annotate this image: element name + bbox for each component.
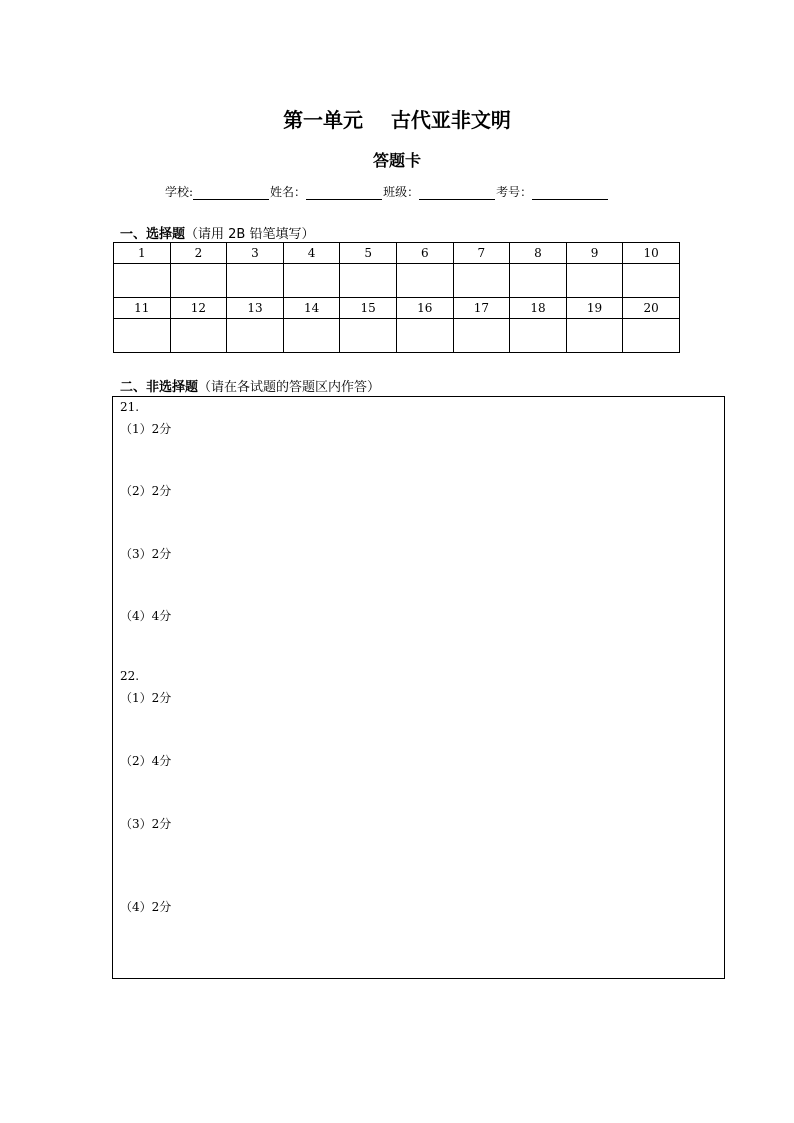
exam-no-field[interactable] [532, 186, 608, 200]
question-number: 20 [623, 298, 680, 319]
question-number: 15 [340, 298, 397, 319]
choice-answer-grid [113, 242, 680, 353]
answer-cell[interactable] [510, 319, 567, 353]
answer-cell[interactable] [227, 264, 284, 298]
question-number: 7 [453, 243, 510, 264]
answer-cell[interactable] [623, 264, 680, 298]
answer-cell[interactable] [566, 264, 623, 298]
exam-no-label: 考号： [496, 185, 533, 199]
question-number: 17 [453, 298, 510, 319]
question-number: 10 [623, 243, 680, 264]
question-number: 8 [510, 243, 567, 264]
q22-part: （1）2分 [120, 691, 172, 705]
answer-cell[interactable] [227, 319, 284, 353]
section2-heading [120, 376, 380, 395]
answer-cell[interactable] [510, 264, 567, 298]
name-label: 姓名： [270, 185, 307, 199]
section1-heading [120, 223, 314, 242]
answer-cell[interactable] [396, 264, 453, 298]
answer-cell[interactable] [170, 264, 227, 298]
answer-cell[interactable] [453, 264, 510, 298]
question-number: 18 [510, 298, 567, 319]
question-number: 3 [227, 243, 284, 264]
answer-sheet-subtitle: 答题卡 [372, 151, 421, 170]
answer-cell[interactable] [453, 319, 510, 353]
answer-cell[interactable] [396, 319, 453, 353]
answer-cell[interactable] [623, 319, 680, 353]
q21-part: （3）2分 [120, 547, 172, 561]
answer-cell[interactable] [170, 319, 227, 353]
question-number-row [114, 243, 680, 264]
question-number: 14 [283, 298, 340, 319]
answer-cell[interactable] [114, 264, 171, 298]
answer-cell[interactable] [283, 264, 340, 298]
answer-row [114, 319, 680, 353]
class-field[interactable] [419, 186, 495, 200]
question-number-row [114, 298, 680, 319]
q21-number: 21. [120, 400, 140, 414]
question-number: 16 [396, 298, 453, 319]
q22-part: （2）4分 [120, 754, 172, 768]
question-number: 9 [566, 243, 623, 264]
answer-cell[interactable] [340, 319, 397, 353]
written-answer-area[interactable] [112, 396, 725, 979]
q21-part: （4）4分 [120, 609, 172, 623]
section1-note: （请用 2B 铅笔填写） [185, 227, 315, 242]
question-number: 12 [170, 298, 227, 319]
q22-part: （4）2分 [120, 900, 172, 914]
question-number: 5 [340, 243, 397, 264]
page-title: 第一单元 古代亚非文明 [283, 108, 511, 132]
q21-part: （1）2分 [120, 422, 172, 436]
question-number: 1 [114, 243, 171, 264]
question-number: 2 [170, 243, 227, 264]
section2-note: （请在各试题的答题区内作答） [198, 380, 381, 395]
q21-part: （2）2分 [120, 484, 172, 498]
section1-title: 一、选择题 [120, 227, 186, 242]
q22-part: （3）2分 [120, 817, 172, 831]
q22-number: 22. [120, 669, 140, 683]
class-label: 班级： [383, 185, 420, 199]
student-info-row [165, 183, 609, 200]
question-number: 13 [227, 298, 284, 319]
question-number: 6 [396, 243, 453, 264]
question-number: 11 [114, 298, 171, 319]
answer-cell[interactable] [566, 319, 623, 353]
answer-cell[interactable] [340, 264, 397, 298]
section2-title: 二、非选择题 [120, 380, 199, 395]
answer-cell[interactable] [283, 319, 340, 353]
answer-row [114, 264, 680, 298]
school-field[interactable] [193, 186, 269, 200]
answer-cell[interactable] [114, 319, 171, 353]
question-number: 19 [566, 298, 623, 319]
name-field[interactable] [306, 186, 382, 200]
question-number: 4 [283, 243, 340, 264]
school-label: 学校: [165, 185, 194, 199]
